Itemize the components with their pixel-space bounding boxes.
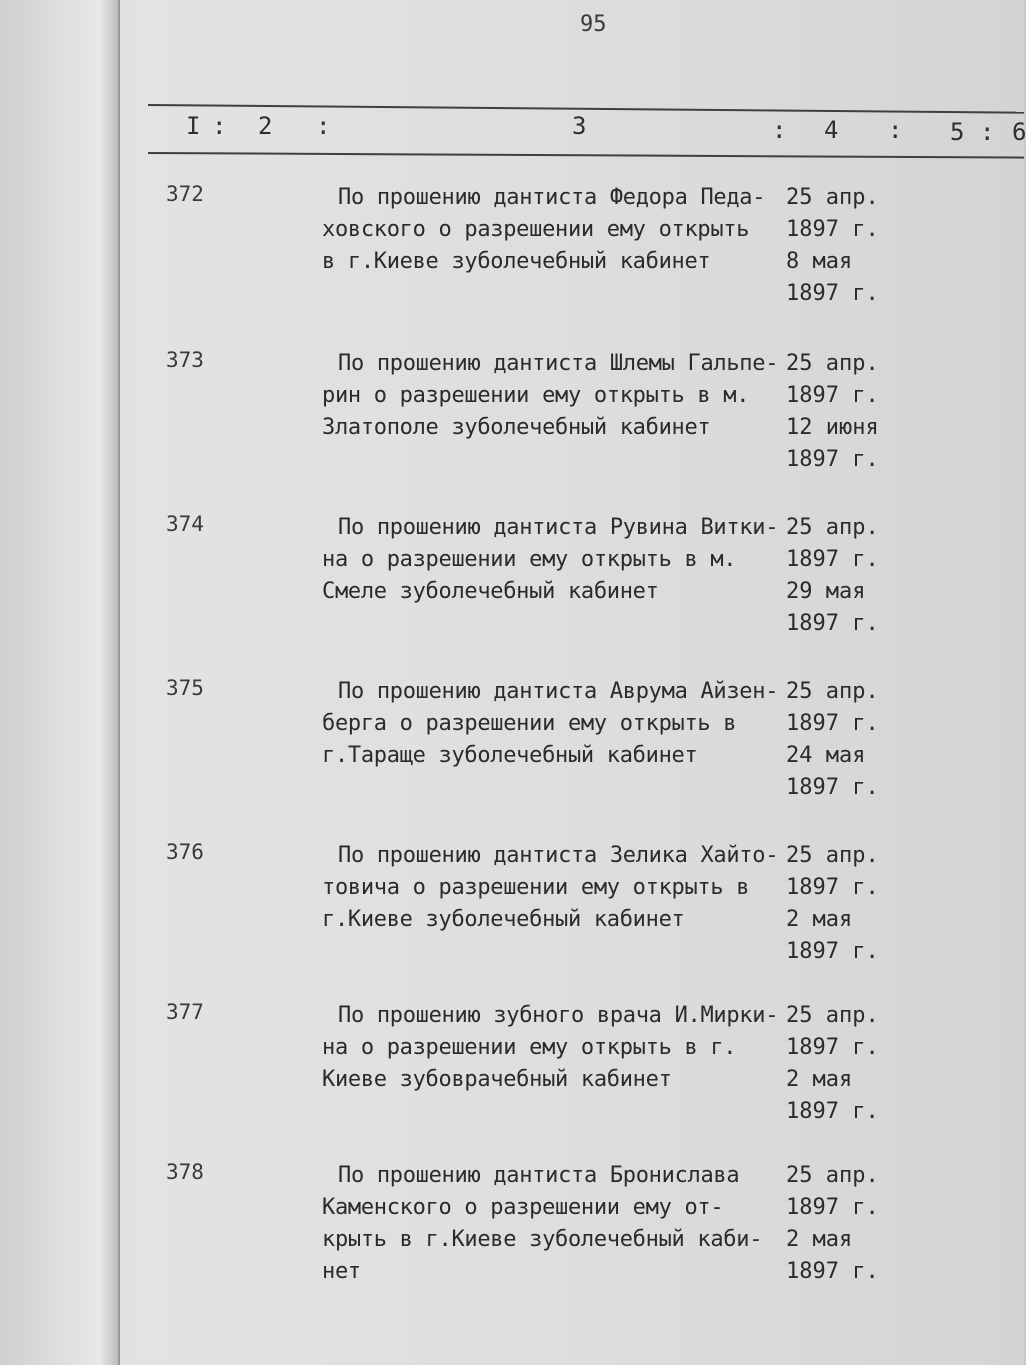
- description-line: Киеве зубоврачебный кабинет: [322, 1067, 672, 1092]
- date-line: 25 апр.: [786, 1163, 879, 1188]
- description-line: По прошению зубного врача И.Мирки-: [338, 1003, 779, 1028]
- column-header-separator: :: [212, 112, 227, 140]
- date-line: 12 июня: [786, 415, 879, 440]
- column-header-separator: :: [888, 116, 903, 144]
- description-line: По прошению дантиста Бронислава: [338, 1163, 740, 1188]
- entry-dates: [786, 348, 906, 476]
- column-header-4: 4: [824, 116, 839, 144]
- date-line: 2 мая: [786, 907, 853, 932]
- date-line: 25 апр.: [786, 843, 879, 868]
- page-number: 95: [580, 12, 607, 37]
- date-line: 25 апр.: [786, 351, 879, 376]
- date-line: 1897 г.: [786, 281, 879, 306]
- description-line: крыть в г.Киеве зуболечебный каби-: [322, 1227, 763, 1252]
- description-line: на о разрешении ему открыть в м.: [322, 547, 737, 572]
- description-line: рин о разрешении ему открыть в м.: [322, 383, 750, 408]
- column-header-separator: :: [316, 112, 331, 140]
- entry-number: 377: [166, 1000, 204, 1024]
- date-line: 25 апр.: [786, 1003, 879, 1028]
- entry-dates: [786, 840, 906, 968]
- column-header-6: 6: [1012, 118, 1026, 146]
- date-line: 2 мая: [786, 1227, 853, 1252]
- description-line: в г.Киеве зуболечебный кабинет: [322, 249, 711, 274]
- date-line: 25 апр.: [786, 515, 879, 540]
- description-line: Смеле зуболечебный кабинет: [322, 579, 659, 604]
- description-line: По прошению дантиста Федора Педа-: [338, 185, 766, 210]
- column-header-separator: :: [772, 116, 787, 144]
- date-line: 29 мая: [786, 579, 866, 604]
- entry-description: [322, 840, 782, 936]
- entry-description: [322, 348, 782, 444]
- entry-dates: [786, 1000, 906, 1128]
- entry-dates: [786, 512, 906, 640]
- date-line: 1897 г.: [786, 1099, 879, 1124]
- date-line: 2 мая: [786, 1067, 853, 1092]
- description-line: По прошению дантиста Зелика Хайто-: [338, 843, 779, 868]
- description-line: По прошению дантиста Шлемы Гальпе-: [338, 351, 779, 376]
- entry-description: [322, 182, 782, 278]
- entry-description: [322, 512, 782, 608]
- entry-number: 374: [166, 512, 204, 536]
- column-header-3: 3: [572, 112, 587, 140]
- entry-description: [322, 1160, 782, 1288]
- entry-description: [322, 676, 782, 772]
- description-line: Каменского о разрешении ему от-: [322, 1195, 724, 1220]
- date-line: 1897 г.: [786, 939, 879, 964]
- date-line: 24 мая: [786, 743, 866, 768]
- date-line: 25 апр.: [786, 679, 879, 704]
- description-line: берга о разрешении ему открыть в: [322, 711, 737, 736]
- date-line: 1897 г.: [786, 775, 879, 800]
- description-line: г.Киеве зуболечебный кабинет: [322, 907, 685, 932]
- entry-number: 373: [166, 348, 204, 372]
- column-header-5: 5: [950, 118, 965, 146]
- description-line: ховского о разрешении ему открыть: [322, 217, 750, 242]
- description-line: Златополе зуболечебный кабинет: [322, 415, 711, 440]
- column-header-row: [0, 112, 1024, 148]
- date-line: 1897 г.: [786, 611, 879, 636]
- entry-number: 375: [166, 676, 204, 700]
- entry-dates: [786, 676, 906, 804]
- entry-number: 378: [166, 1160, 204, 1184]
- date-line: 1897 г.: [786, 447, 879, 472]
- description-line: По прошению дантиста Аврума Айзен-: [338, 679, 779, 704]
- date-line: 1897 г.: [786, 875, 879, 900]
- date-line: 1897 г.: [786, 1035, 879, 1060]
- entry-number: 372: [166, 182, 204, 206]
- date-line: 25 апр.: [786, 185, 879, 210]
- description-line: г.Таращe зуболечебный кабинет: [322, 743, 698, 768]
- column-header-2: 2: [258, 112, 273, 140]
- date-line: 1897 г.: [786, 217, 879, 242]
- description-line: товича о разрешении ему открыть в: [322, 875, 750, 900]
- date-line: 8 мая: [786, 249, 853, 274]
- date-line: 1897 г.: [786, 1195, 879, 1220]
- column-header-1: I: [186, 112, 201, 140]
- column-header-separator: :: [980, 118, 995, 146]
- entry-dates: [786, 1160, 906, 1288]
- header-bottom-rule: [148, 152, 1024, 159]
- date-line: 1897 г.: [786, 711, 879, 736]
- entry-description: [322, 1000, 782, 1096]
- description-line: нет: [322, 1259, 361, 1284]
- description-line: По прошению дантиста Рувина Витки-: [338, 515, 779, 540]
- book-binding-edge: [0, 0, 120, 1365]
- date-line: 1897 г.: [786, 1259, 879, 1284]
- description-line: на о разрешении ему открыть в г.: [322, 1035, 737, 1060]
- entry-dates: [786, 182, 906, 310]
- date-line: 1897 г.: [786, 547, 879, 572]
- entry-number: 376: [166, 840, 204, 864]
- date-line: 1897 г.: [786, 383, 879, 408]
